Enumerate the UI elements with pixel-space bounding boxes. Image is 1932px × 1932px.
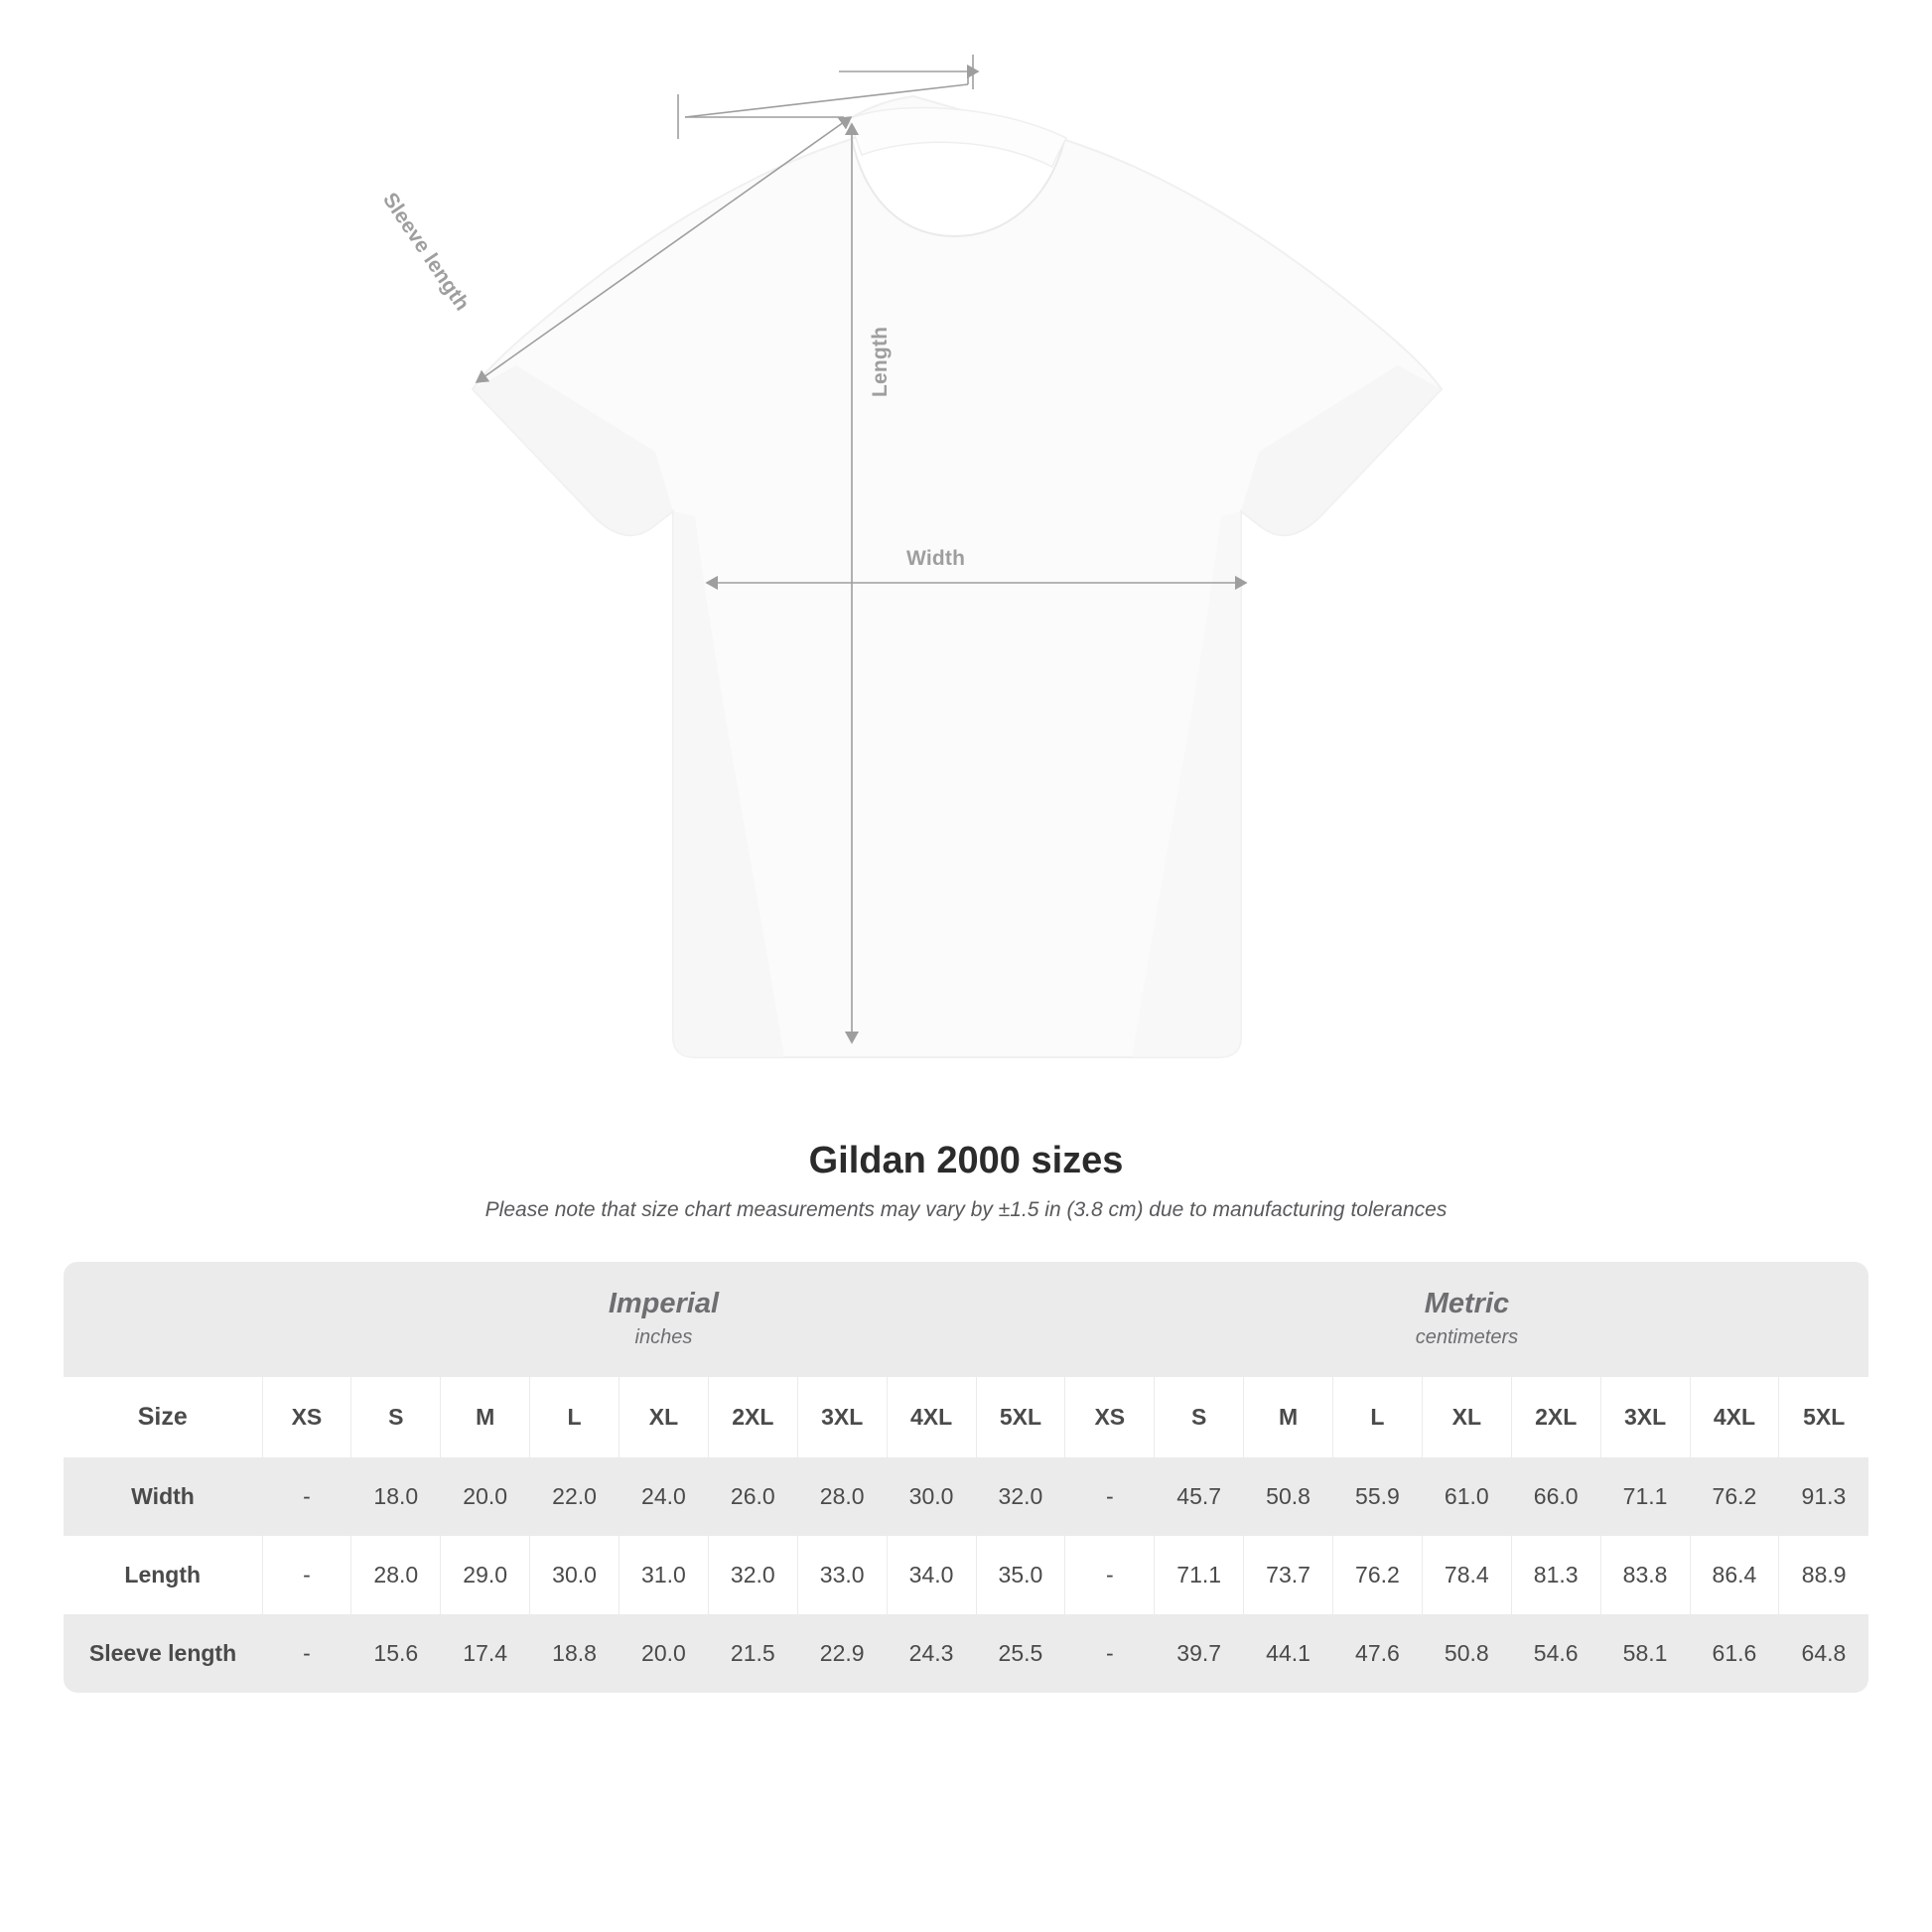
header-col-metric-3xl: 3XL [1600,1377,1690,1457]
table-row [64,1457,1868,1536]
cell-width-metric-m: 50.8 [1244,1457,1333,1536]
cell-length-metric-l: 76.2 [1333,1536,1423,1614]
table-header-row [64,1377,1868,1457]
header-col-metric-2xl: 2XL [1511,1377,1600,1457]
title-block [0,1140,1932,1222]
header-col-imperial-s: S [351,1377,441,1457]
cell-sleeve-imperial-xl: 20.0 [620,1614,709,1693]
cell-sleeve-metric-xs: - [1065,1614,1155,1693]
cell-sleeve-imperial-s: 15.6 [351,1614,441,1693]
cell-sleeve-imperial-2xl: 21.5 [708,1614,797,1693]
unit-group-metric-name: Metric [1424,1288,1510,1319]
cell-length-imperial-m: 29.0 [441,1536,530,1614]
header-col-metric-l: L [1333,1377,1423,1457]
cell-length-metric-3xl: 83.8 [1600,1536,1690,1614]
unit-group-imperial-sub: inches [634,1326,693,1348]
cell-sleeve-imperial-5xl: 25.5 [976,1614,1065,1693]
unit-group-imperial-name: Imperial [608,1288,720,1319]
header-size: Size [64,1377,262,1457]
top-reference-line [839,55,978,89]
header-col-imperial-2xl: 2XL [708,1377,797,1457]
cell-sleeve-metric-2xl: 54.6 [1511,1614,1600,1693]
header-col-imperial-3xl: 3XL [797,1377,887,1457]
tolerance-note: Please note that size chart measurements may vary by ±1.5 in (3.8 cm) due to manufacturing tolerances [484,1198,1448,1221]
cell-sleeve-imperial-m: 17.4 [441,1614,530,1693]
header-col-metric-4xl: 4XL [1690,1377,1779,1457]
header-col-imperial-l: L [530,1377,620,1457]
table-row [64,1536,1868,1614]
cell-sleeve-metric-l: 47.6 [1333,1614,1423,1693]
row-label-sleeve-length: Sleeve length [64,1614,262,1693]
cell-sleeve-imperial-xs: - [262,1614,351,1693]
header-col-imperial-xs: XS [262,1377,351,1457]
cell-width-metric-l: 55.9 [1333,1457,1423,1536]
cell-length-imperial-l: 30.0 [530,1536,620,1614]
header-col-metric-s: S [1155,1377,1244,1457]
unit-group-row [64,1262,1868,1377]
tshirt-shape [473,96,1442,1057]
header-col-imperial-m: M [441,1377,530,1457]
cell-sleeve-metric-xl: 50.8 [1422,1614,1511,1693]
length-label: Length [869,326,892,397]
cell-width-metric-s: 45.7 [1155,1457,1244,1536]
cell-length-metric-xl: 78.4 [1422,1536,1511,1614]
cell-width-metric-3xl: 71.1 [1600,1457,1690,1536]
header-col-metric-5xl: 5XL [1779,1377,1868,1457]
page-title: Gildan 2000 sizes [808,1140,1124,1181]
cell-width-imperial-s: 18.0 [351,1457,441,1536]
cell-width-metric-2xl: 66.0 [1511,1457,1600,1536]
size-chart-table-wrapper [64,1262,1868,1693]
cell-width-imperial-3xl: 28.0 [797,1457,887,1536]
cell-sleeve-metric-5xl: 64.8 [1779,1614,1868,1693]
cell-length-imperial-3xl: 33.0 [797,1536,887,1614]
unit-group-metric-sub: centimeters [1415,1326,1519,1348]
cell-length-metric-m: 73.7 [1244,1536,1333,1614]
cell-length-imperial-xs: - [262,1536,351,1614]
cell-length-metric-2xl: 81.3 [1511,1536,1600,1614]
header-col-metric-xl: XL [1422,1377,1511,1457]
table-row [64,1614,1868,1693]
cell-sleeve-metric-m: 44.1 [1244,1614,1333,1693]
cell-length-metric-s: 71.1 [1155,1536,1244,1614]
width-label: Width [906,547,966,570]
sleeve-length-label: Sleeve length [377,189,475,316]
header-col-metric-xs: XS [1065,1377,1155,1457]
cell-length-imperial-5xl: 35.0 [976,1536,1065,1614]
cell-sleeve-imperial-4xl: 24.3 [887,1614,976,1693]
size-chart-table [64,1262,1868,1693]
cell-sleeve-imperial-3xl: 22.9 [797,1614,887,1693]
unit-row-spacer [64,1262,262,1377]
cell-width-imperial-xl: 24.0 [620,1457,709,1536]
header-col-metric-m: M [1244,1377,1333,1457]
cell-width-metric-xs: - [1065,1457,1155,1536]
header-col-imperial-4xl: 4XL [887,1377,976,1457]
cell-length-imperial-4xl: 34.0 [887,1536,976,1614]
cell-length-metric-5xl: 88.9 [1779,1536,1868,1614]
cell-length-metric-4xl: 86.4 [1690,1536,1779,1614]
unit-group-metric [1065,1262,1868,1377]
cell-width-metric-xl: 61.0 [1422,1457,1511,1536]
cell-width-imperial-4xl: 30.0 [887,1457,976,1536]
row-label-length: Length [64,1536,262,1614]
cell-width-imperial-l: 22.0 [530,1457,620,1536]
cell-width-imperial-2xl: 26.0 [708,1457,797,1536]
cell-sleeve-metric-3xl: 58.1 [1600,1614,1690,1693]
cell-width-imperial-xs: - [262,1457,351,1536]
cell-length-imperial-xl: 31.0 [620,1536,709,1614]
cell-length-imperial-s: 28.0 [351,1536,441,1614]
row-label-width: Width [64,1457,262,1536]
cell-length-metric-xs: - [1065,1536,1155,1614]
cell-sleeve-imperial-l: 18.8 [530,1614,620,1693]
cell-sleeve-metric-4xl: 61.6 [1690,1614,1779,1693]
unit-group-imperial [262,1262,1065,1377]
cell-sleeve-metric-s: 39.7 [1155,1614,1244,1693]
header-col-imperial-5xl: 5XL [976,1377,1065,1457]
cell-width-metric-4xl: 76.2 [1690,1457,1779,1536]
cell-length-imperial-2xl: 32.0 [708,1536,797,1614]
cell-width-metric-5xl: 91.3 [1779,1457,1868,1536]
header-col-imperial-xl: XL [620,1377,709,1457]
cell-width-imperial-m: 20.0 [441,1457,530,1536]
cell-width-imperial-5xl: 32.0 [976,1457,1065,1536]
